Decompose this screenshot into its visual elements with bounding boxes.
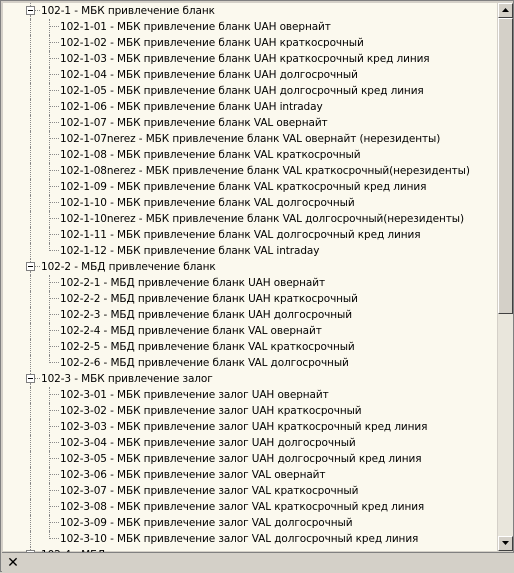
tree-connector [49, 250, 59, 251]
tree-connector [49, 451, 50, 467]
tree-connector [49, 154, 59, 155]
tree-connector [30, 531, 31, 547]
tree-item[interactable] [3, 307, 497, 323]
tree-connector [30, 483, 31, 499]
tree-item-label: 102-2-5 - МБД привлечение бланк VAL краткосрочный [60, 341, 355, 353]
tree-connector [49, 339, 50, 355]
tree-item-label: 102-1-11 - МБК привлечение бланк VAL долгосрочный кред линия [60, 229, 421, 241]
tree-connector [49, 538, 59, 539]
tree-connector [49, 330, 59, 331]
tree-item[interactable] [3, 467, 497, 483]
tree-connector [30, 99, 31, 115]
tree-connector [49, 314, 59, 315]
tree-connector [49, 394, 59, 395]
tree-connector [49, 522, 59, 523]
tree-item[interactable] [3, 211, 497, 227]
tree-connector [30, 147, 31, 163]
tree-connector [35, 10, 40, 11]
tree-connector [49, 467, 50, 483]
tree-connector [49, 323, 50, 339]
tree-item[interactable] [3, 419, 497, 435]
tree-item[interactable] [3, 531, 497, 547]
tree-item[interactable] [3, 339, 497, 355]
tree-connector [49, 355, 50, 363]
tree-item-label: 102-1-10nerez - МБК привлечение бланк VAL долгосрочный(нерезиденты) [60, 213, 464, 225]
tree-item[interactable] [3, 227, 497, 243]
tree-item-label: 102-1-04 - МБК привлечение бланк UAH долгосрочный [60, 69, 358, 81]
scroll-up-button[interactable] [498, 3, 513, 18]
tree-item[interactable] [3, 243, 497, 259]
tree-item-label: 102-3-04 - МБК привлечение залог UAH долгосрочный [60, 437, 356, 449]
tree-connector [49, 458, 59, 459]
tree-connector [49, 179, 50, 195]
tree-item-label: 102-1-08 - МБК привлечение бланк VAL краткосрочный [60, 149, 361, 161]
tree-connector [49, 387, 50, 403]
tree-connector [30, 339, 31, 355]
tree-item-label: 102-1-07nerez - МБК привлечение бланк VAL овернайт (нерезиденты) [60, 133, 441, 145]
tree-connector [30, 19, 31, 35]
tree-item[interactable] [3, 19, 497, 35]
tree-connector [30, 371, 31, 374]
tree-connector [49, 499, 50, 515]
tree-item-label: 102-2-4 - МБД привлечение бланк VAL овернайт [60, 325, 322, 337]
tree-connector [49, 186, 59, 187]
tree-connector [49, 99, 50, 115]
tree-connector [49, 115, 50, 131]
tree-item-label: 102-1-10 - МБК привлечение бланк VAL долгосрочный [60, 197, 355, 209]
tree-connector [30, 291, 31, 307]
tree-connector [49, 490, 59, 491]
tree-connector [49, 234, 59, 235]
tree-item[interactable] [3, 99, 497, 115]
tree-connector [49, 51, 50, 67]
tree-item[interactable] [3, 499, 497, 515]
tree-group-label: 102-3 - МБК привлечение залог [41, 373, 213, 385]
tree-connector [30, 67, 31, 83]
tree-item-label: 102-1-02 - МБК привлечение бланк UAH краткосрочный [60, 37, 364, 49]
tree-connector [49, 138, 59, 139]
tree-item[interactable] [3, 131, 497, 147]
tree-item-label: 102-1-07 - МБК привлечение бланк VAL овернайт [60, 117, 328, 129]
tree-item-label: 102-1-12 - МБК привлечение бланк VAL intraday [60, 245, 320, 257]
tree-connector [49, 410, 59, 411]
tree-connector [49, 42, 59, 43]
tree-connector [49, 506, 59, 507]
tree-item[interactable] [3, 323, 497, 339]
tree-connector [49, 170, 59, 171]
tree-connector [49, 26, 59, 27]
tree-connector [30, 195, 31, 211]
tree-connector [49, 282, 59, 283]
tree-item[interactable] [3, 147, 497, 163]
tree-connector [49, 474, 59, 475]
tree-connector [30, 83, 31, 99]
tree-connector [30, 259, 31, 262]
tree-group-label: 102-1 - МБК привлечение бланк [41, 5, 215, 17]
tree-connector [49, 67, 50, 83]
tree-connector [49, 195, 50, 211]
tree-connector [49, 442, 59, 443]
tree-group-node[interactable] [3, 371, 497, 387]
tree-item[interactable] [3, 67, 497, 83]
tree-connector [30, 387, 31, 403]
scroll-down-button[interactable] [498, 536, 513, 551]
tree-connector [30, 451, 31, 467]
tree-connector [30, 435, 31, 451]
tree-connector [30, 515, 31, 531]
tree-connector [30, 115, 31, 131]
bottom-bar [2, 552, 514, 573]
tree-item-label: 102-3-01 - МБК привлечение залог UAH овернайт [60, 389, 329, 401]
collapse-toggle-icon[interactable] [26, 6, 35, 15]
tree-item-label: 102-3-02 - МБК привлечение залог UAH краткосрочный [60, 405, 362, 417]
tree-connector [49, 58, 59, 59]
tree-connector [49, 275, 50, 291]
tree-connector [30, 547, 31, 550]
tree-connector [35, 266, 40, 267]
tree-item-label: 102-2-1 - МБД привлечение бланк UAH овернайт [60, 277, 325, 289]
tree-connector [30, 131, 31, 147]
tree-connector [49, 362, 59, 363]
tree-connector [49, 218, 59, 219]
tree-connector [30, 355, 31, 371]
tree-connector [49, 403, 50, 419]
tree-item[interactable] [3, 195, 497, 211]
tree-connector [30, 403, 31, 419]
tree-group-label: 102-2 - МБД привлечение бланк [41, 261, 216, 273]
tree-item[interactable] [3, 275, 497, 291]
tree-connector [49, 346, 59, 347]
tree-connector [49, 131, 50, 147]
tree-connector [30, 35, 31, 51]
tree-item[interactable] [3, 115, 497, 131]
tree-connector [30, 307, 31, 323]
tree-group-node[interactable] [3, 259, 497, 275]
tree-connector [49, 90, 59, 91]
tree-connector [49, 243, 50, 251]
tree-connector [49, 435, 50, 451]
tree-item-label: 102-1-06 - МБК привлечение бланк UAH intraday [60, 101, 323, 113]
tree-item-label: 102-1-05 - МБК привлечение бланк UAH долгосрочный кред линия [60, 85, 424, 97]
tree-connector [30, 163, 31, 179]
tree-connector [49, 19, 50, 35]
tree-item[interactable] [3, 163, 497, 179]
tree-connector [30, 499, 31, 515]
tree-connector [49, 147, 50, 163]
tree-connector [49, 307, 50, 323]
tree-connector [30, 243, 31, 259]
tree-connector [30, 51, 31, 67]
vertical-scrollbar[interactable] [498, 3, 513, 551]
tree-connector [30, 179, 31, 195]
tree-item[interactable] [3, 435, 497, 451]
tree-item[interactable] [3, 515, 497, 531]
collapse-toggle-icon[interactable] [26, 374, 35, 383]
tree-connector [49, 211, 50, 227]
tree-item[interactable] [3, 51, 497, 67]
tree-connector [30, 3, 31, 6]
tree-connector [30, 467, 31, 483]
tree-item[interactable] [3, 387, 497, 403]
tree-item-label: 102-3-09 - МБК привлечение залог VAL долгосрочный [60, 517, 353, 529]
tree-connector [30, 211, 31, 227]
tree-item-label: 102-1-08nerez - МБК привлечение бланк VAL краткосрочный(нерезиденты) [60, 165, 470, 177]
collapse-toggle-icon[interactable] [26, 262, 35, 271]
tree-group-node[interactable] [3, 3, 497, 19]
tree-item[interactable] [3, 291, 497, 307]
tree-connector [49, 298, 59, 299]
tree-connector [49, 202, 59, 203]
tree-item[interactable] [3, 483, 497, 499]
tree-item-label: 102-2-2 - МБД привлечение бланк UAH краткосрочный [60, 293, 358, 305]
tree-connector [49, 291, 50, 307]
arrow-up-icon [502, 8, 509, 12]
tree-item[interactable] [3, 179, 497, 195]
tree-item-label: 102-1-01 - МБК привлечение бланк UAH овернайт [60, 21, 331, 33]
tree-connector [49, 35, 50, 51]
tree-item[interactable] [3, 403, 497, 419]
tree-item-label: 102-3-08 - МБК привлечение залог VAL краткосрочный кред линия [60, 501, 425, 513]
tree-item-label: 102-1-09 - МБК привлечение бланк VAL краткосрочный кред линия [60, 181, 427, 193]
tree-item-label: 102-3-05 - МБК привлечение залог UAH долгосрочный кред линия [60, 453, 422, 465]
tree-connector [49, 106, 59, 107]
tree-item-label: 102-2-6 - МБД привлечение бланк VAL долгосрочный [60, 357, 349, 369]
tree-connector [49, 515, 50, 531]
tree-connector [49, 483, 50, 499]
tree-connector [49, 531, 50, 539]
tree-connector [49, 122, 59, 123]
tree-item-label: 102-2-3 - МБД привлечение бланк UAH долгосрочный [60, 309, 352, 321]
tree-item-label: 102-3-07 - МБК привлечение залог VAL краткосрочный [60, 485, 359, 497]
tree-item-label: 102-3-03 - МБК привлечение залог UAH краткосрочный кред линия [60, 421, 428, 433]
tree-connector [49, 163, 50, 179]
tree-item[interactable] [3, 451, 497, 467]
tree-connector [49, 227, 50, 243]
tree-connector [30, 275, 31, 291]
tree-connector [30, 323, 31, 339]
tree-item[interactable] [3, 355, 497, 371]
tree-item[interactable] [3, 35, 497, 51]
tree-item-label: 102-1-03 - МБК привлечение бланк UAH краткосрочный кред линия [60, 53, 430, 65]
tree-connector [49, 74, 59, 75]
tree-item-label: 102-3-10 - МБК привлечение залог VAL долгосрочный кред линия [60, 533, 419, 545]
tree-item[interactable] [3, 83, 497, 99]
tree-item-label: 102-3-06 - МБК привлечение залог VAL овернайт [60, 469, 326, 481]
arrow-down-icon [502, 541, 509, 545]
tree-connector [49, 83, 50, 99]
close-icon[interactable]: ✕ [7, 555, 19, 571]
tree-connector [30, 419, 31, 435]
tree-connector [30, 227, 31, 243]
scroll-thumb[interactable] [498, 18, 513, 314]
tree-view [3, 3, 497, 551]
tree-connector [49, 426, 59, 427]
tree-connector [49, 419, 50, 435]
tree-connector [35, 378, 40, 379]
